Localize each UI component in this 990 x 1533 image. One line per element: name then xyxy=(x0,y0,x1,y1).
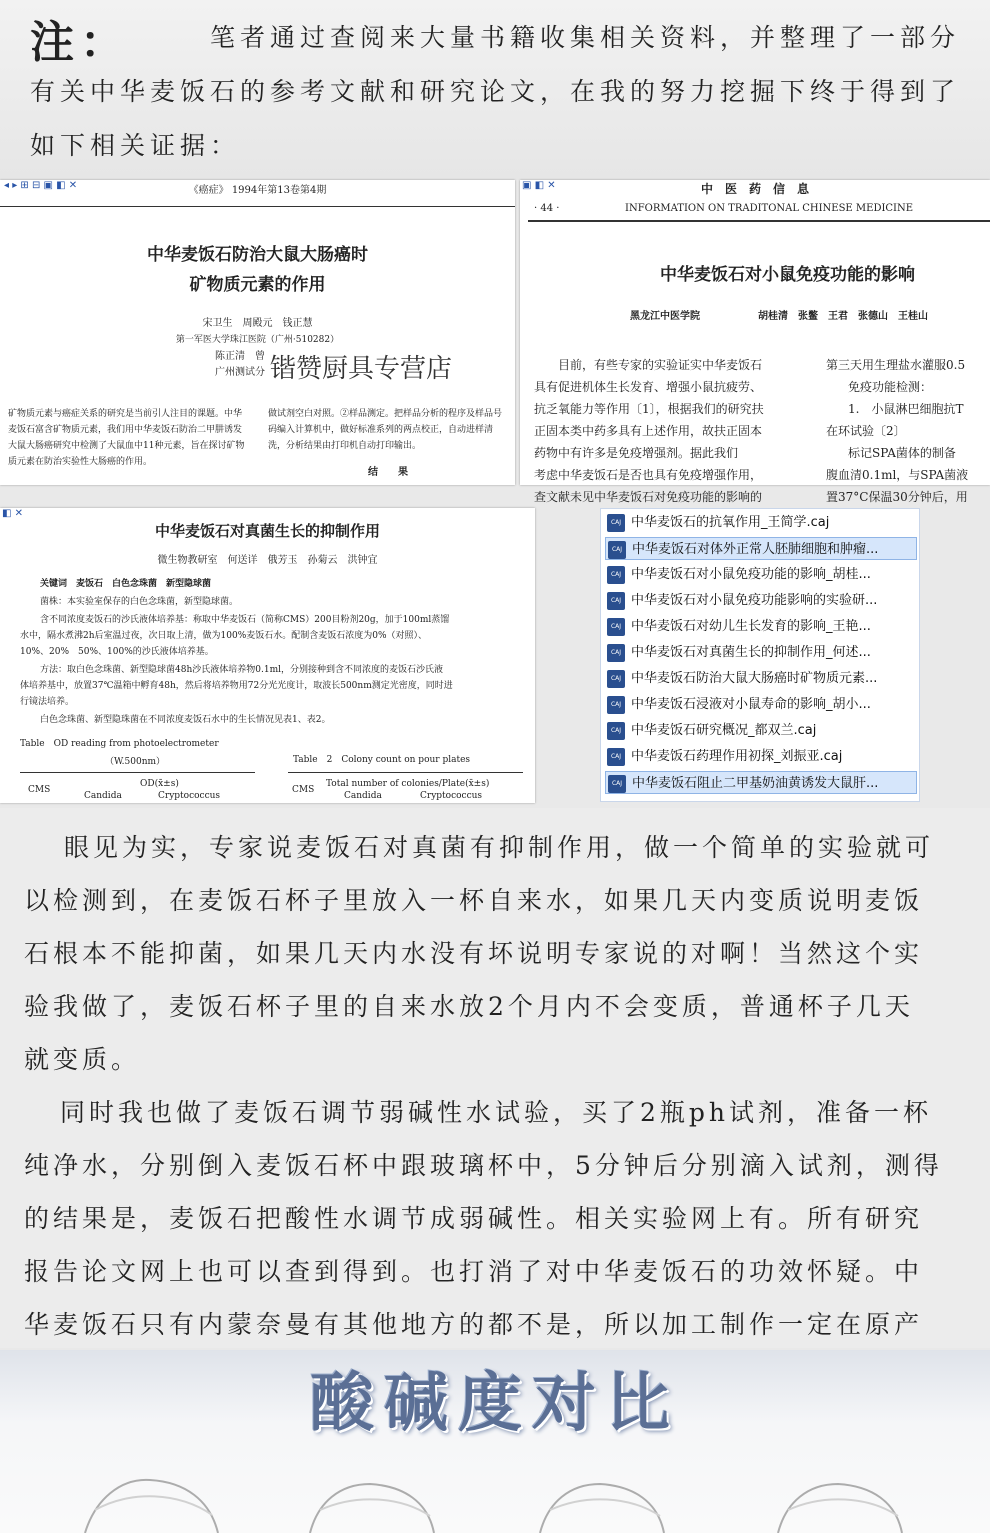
file-item-3[interactable] xyxy=(605,563,917,586)
paper2-col1-line2: 具有促进机体生长发育、增强小鼠抗疲劳、 xyxy=(534,380,763,394)
file-item-4[interactable] xyxy=(605,589,917,612)
caj-file-icon: CAJ xyxy=(608,775,626,793)
paper1-authors: 宋卫生 周殿元 钱正慧 xyxy=(202,318,313,329)
ph-comparison-heading: 酸碱度对比 xyxy=(310,1367,680,1441)
paper2-journal-en: INFORMATION ON TRADITONAL CHINESE MEDICINE xyxy=(625,203,914,214)
paper-fungi-inhibition xyxy=(0,508,535,803)
paper3-authors: 微生物教研室 何送详 俄芳玉 孙菊云 洪钟宜 xyxy=(157,555,378,566)
paper2-col2-line4: 在环试验〔2〕 xyxy=(826,424,906,438)
caj-file-icon: CAJ xyxy=(607,748,625,766)
file-name: 中华麦饭石防治大鼠大肠癌时矿物质元素... xyxy=(631,671,878,686)
paper3-strains: 菌株：本实验室保存的白色念珠菌，新型隐球菌。 xyxy=(40,597,239,607)
paper3-t1-candida: Candida xyxy=(84,791,122,801)
file-name: 中华麦饭石的抗氧作用_王简学.caj xyxy=(631,515,830,530)
paper2-col2-line7: 置37°C保温30分钟后，用 xyxy=(826,490,968,504)
file-name: 中华麦饭石研究概况_都双兰.caj xyxy=(631,723,817,738)
para1-line2: 以检测到，在麦饭石杯子里放入一杯自来水，如果几天内变质说明麦饭 xyxy=(24,886,924,915)
para2-line1: 同时我也做了麦饭石调节弱碱性水试验，买了2瓶ph试剂，准备一杯 xyxy=(60,1098,933,1127)
paper3-t1-cms: CMS xyxy=(28,785,51,795)
caj-file-icon: CAJ xyxy=(607,514,625,532)
file-name: 中华麦饭石对幼儿生长发育的影响_王艳... xyxy=(631,619,871,634)
file-name: 中华麦饭石阻止二甲基奶油黄诱发大鼠肝... xyxy=(632,776,879,791)
paper3-t1-crypto: Cryptococcus xyxy=(158,791,221,801)
para2-line4: 报告论文网上也可以查到得到。也打消了对中华麦饭石的功效怀疑。中 xyxy=(24,1257,924,1286)
paper1-toolbar[interactable]: ◂ ▸ ⊞ ⊟ ▣ ◧ ✕ xyxy=(4,180,78,191)
para1-line4: 验我做了，麦饭石杯子里的自来水放2个月内不会变质，普通杯子几天 xyxy=(24,992,914,1021)
note-mark: 注： xyxy=(30,17,130,68)
para2-line5: 华麦饭石只有内蒙奈曼有其他地方的都不是，所以加工制作一定在原产 xyxy=(24,1310,924,1339)
paper2-col2-line2: 免疫功能检测： xyxy=(848,380,933,394)
paper3-t2-crypto: Cryptococcus xyxy=(420,791,483,801)
caj-file-icon: CAJ xyxy=(607,644,625,662)
paper2-col2-line3: 1. 小鼠淋巴细胞抗T xyxy=(848,402,964,416)
paper3-keywords: 关键词 麦饭石 白色念珠菌 新型隐球菌 xyxy=(40,579,212,589)
paper2-page: · 44 · xyxy=(534,203,560,214)
file-item-1[interactable] xyxy=(605,511,917,534)
file-item-8[interactable] xyxy=(605,693,917,716)
paper2-col1-line5: 药物中有许多是免疫增强剂。据此我们 xyxy=(534,446,739,460)
file-item-11[interactable] xyxy=(605,771,917,794)
file-item-5[interactable] xyxy=(605,615,917,638)
file-item-2[interactable] xyxy=(605,537,917,560)
note-line-2: 有关中华麦饭石的参考文献和研究论文，在我的努力挖掘下终于得到了 xyxy=(30,77,961,106)
paper2-col2-line1: 第三天用生理盐水灌服0.5 xyxy=(826,358,966,372)
para1-line3: 石根本不能抑菌，如果几天内水没有坏说明专家说的对啊！当然这个实 xyxy=(24,939,924,968)
paper3-table1-unit: （W.500nm） xyxy=(105,757,166,767)
paper3-table2-caption: Table 2 Colony count on pour plates xyxy=(293,755,471,765)
paper3-prep-1: 含不同浓度麦饭石的沙氏液体培养基：称取中华麦饭石（简称CMS）200目粉剂20g，加于100ml蒸馏 xyxy=(40,615,450,625)
caj-file-icon: CAJ xyxy=(607,722,625,740)
paper3-title: 中华麦饭石对真菌生长的抑制作用 xyxy=(154,522,380,540)
paper3-t2-candida: Candida xyxy=(344,791,382,801)
caj-file-icon: CAJ xyxy=(607,592,625,610)
paper1-journal: 《癌症》 1994年第13卷第4期 xyxy=(188,185,327,196)
paper3-method-3: 行镜法培养。 xyxy=(20,697,75,707)
paper2-col1-line6: 考虑中华麦饭石是否也具有免疫增强作用， xyxy=(534,468,763,482)
paper2-col2-line6: 腹血清0.1ml，与SPA菌液 xyxy=(826,468,969,482)
note-section xyxy=(0,0,990,180)
paper3-t1-od: OD(x̄±s) xyxy=(140,779,179,789)
paper3-t2-total: Total number of colonies/Plate(x̄±s) xyxy=(326,779,490,789)
para1-line5: 就变质。 xyxy=(24,1045,141,1074)
caj-file-icon: CAJ xyxy=(607,670,625,688)
file-name: 中华麦饭石药理作用初探_刘振亚.caj xyxy=(631,749,843,764)
para2-line2: 纯净水，分别倒入麦饭石杯中跟玻璃杯中，5分钟后分别滴入试剂，测得 xyxy=(24,1151,943,1180)
paper2-col1-line1: 目前，有些专家的实验证实中华麦饭石 xyxy=(558,358,763,372)
file-name: 中华麦饭石浸液对小鼠寿命的影响_胡小... xyxy=(631,697,871,712)
experiment-text xyxy=(0,808,990,1348)
paper3-prep-2: 水中，隔水煮沸2h后室温过夜，次日取上清，做为100%麦饭石水。配制含麦饭石浓度为0%（对照）、 xyxy=(20,631,428,641)
paper3-table1-caption: Table OD reading from photoelectrometer xyxy=(20,739,219,749)
note-line-1: 笔者通过查阅来大量书籍收集相关资料，并整理了一部分 xyxy=(210,23,961,52)
para1-line1: 眼见为实，专家说麦饭石对真菌有抑制作用，做一个简单的实验就可 xyxy=(64,833,935,862)
paper1-abstract-right: 做试剂空白对照。②样品测定。把样品分析的程序及样品号码编入计算机中，做好标准系列的两点校正，自动进样清洗，分析结果由打印机自动打印输出。 xyxy=(268,409,503,451)
paper2-col1-line4: 正固本类中药多具有上述作用，故扶正固本 xyxy=(534,424,763,438)
file-name: 中华麦饭石对小鼠免疫功能的影响_胡桂... xyxy=(631,567,871,582)
paper1-authors2: 陈正清 曾 xyxy=(215,351,275,362)
paper2-col1-line3: 抗乏氧能力等作用〔1〕，根据我们的研究扶 xyxy=(534,402,764,416)
file-item-10[interactable] xyxy=(605,745,917,768)
paper2-authors: 胡桂清 张鳖 王君 张德山 王桂山 xyxy=(758,311,928,322)
shop-watermark: 锴赞厨具专营店 xyxy=(270,354,453,384)
paper2-institute: 黑龙江中医学院 xyxy=(630,311,700,322)
note-line-3: 如下相关证据： xyxy=(30,131,241,160)
paper2-col2-line5: 标记SPA菌体的制备 xyxy=(848,446,956,460)
paper1-title-2: 矿物质元素的作用 xyxy=(189,275,326,295)
file-name: 中华麦饭石对体外正常人胚肺细胞和肿瘤... xyxy=(632,542,879,557)
caj-file-icon: CAJ xyxy=(607,566,625,584)
paper2-toolbar[interactable]: ▣ ◧ ✕ xyxy=(522,180,556,191)
file-item-9[interactable] xyxy=(605,719,917,742)
reference-file-list xyxy=(600,508,920,802)
paper1-affiliation2: 广州测试分 xyxy=(215,367,265,378)
paper2-col1-line7: 查文献未见中华麦饭石对免疫功能的影响的 xyxy=(534,490,763,504)
file-item-6[interactable] xyxy=(605,641,917,664)
paper1-title-1: 中华麦饭石防治大鼠大肠癌时 xyxy=(147,245,368,265)
paper3-result: 白色念珠菌、新型隐珠菌在不同浓度麦饭石水中的生长情况见表1、表2。 xyxy=(40,715,331,725)
caj-file-icon: CAJ xyxy=(607,696,625,714)
paper1-affiliation: 第一军医大学珠江医院（广州·510282） xyxy=(175,335,340,345)
paper-colorectal-cancer xyxy=(0,180,515,485)
paper3-prep-3: 10%、20% 50%、100%的沙氏液体培养基。 xyxy=(20,647,214,657)
caj-file-icon: CAJ xyxy=(607,618,625,636)
paper3-t2-cms: CMS xyxy=(292,785,315,795)
paper1-abstract-left: 矿物质元素与癌症关系的研究是当前引人注目的课题。中华麦饭石富含矿物质元素，我们用中华麦饭石防治二甲肼诱发大鼠大肠癌研究中检测了大鼠血中11种元素，旨在探讨矿物质元素在防治实验性大肠癌的作用。 xyxy=(8,409,245,467)
paper1-section: 结 果 xyxy=(368,467,408,478)
para2-line3: 的结果是，麦饭石把酸性水调节成弱碱性。相关实验网上有。所有研究 xyxy=(24,1204,924,1233)
file-name: 中华麦饭石对真菌生长的抑制作用_何述... xyxy=(631,645,871,660)
file-name: 中华麦饭石对小鼠免疫功能影响的实验研... xyxy=(631,593,878,608)
file-item-7[interactable] xyxy=(605,667,917,690)
paper3-method-2: 体培养基中，放置37℃温箱中孵育48h，然后将培养物用72分光光度计，取波长500nm测定光密度，同时进 xyxy=(20,681,453,691)
paper3-toolbar[interactable]: ◧ ✕ xyxy=(2,508,24,519)
caj-file-icon: CAJ xyxy=(608,541,626,559)
paper2-journal-cn: 中 医 药 信 息 xyxy=(700,182,809,196)
paper2-title: 中华麦饭石对小鼠免疫功能的影响 xyxy=(660,265,915,285)
paper-immune-function xyxy=(520,180,990,504)
paper3-method-1: 方法：取白色念珠菌、新型隐球菌48h沙氏液体培养物0.1ml，分别接种到含不同浓度的麦饭石沙氏液 xyxy=(40,665,443,675)
